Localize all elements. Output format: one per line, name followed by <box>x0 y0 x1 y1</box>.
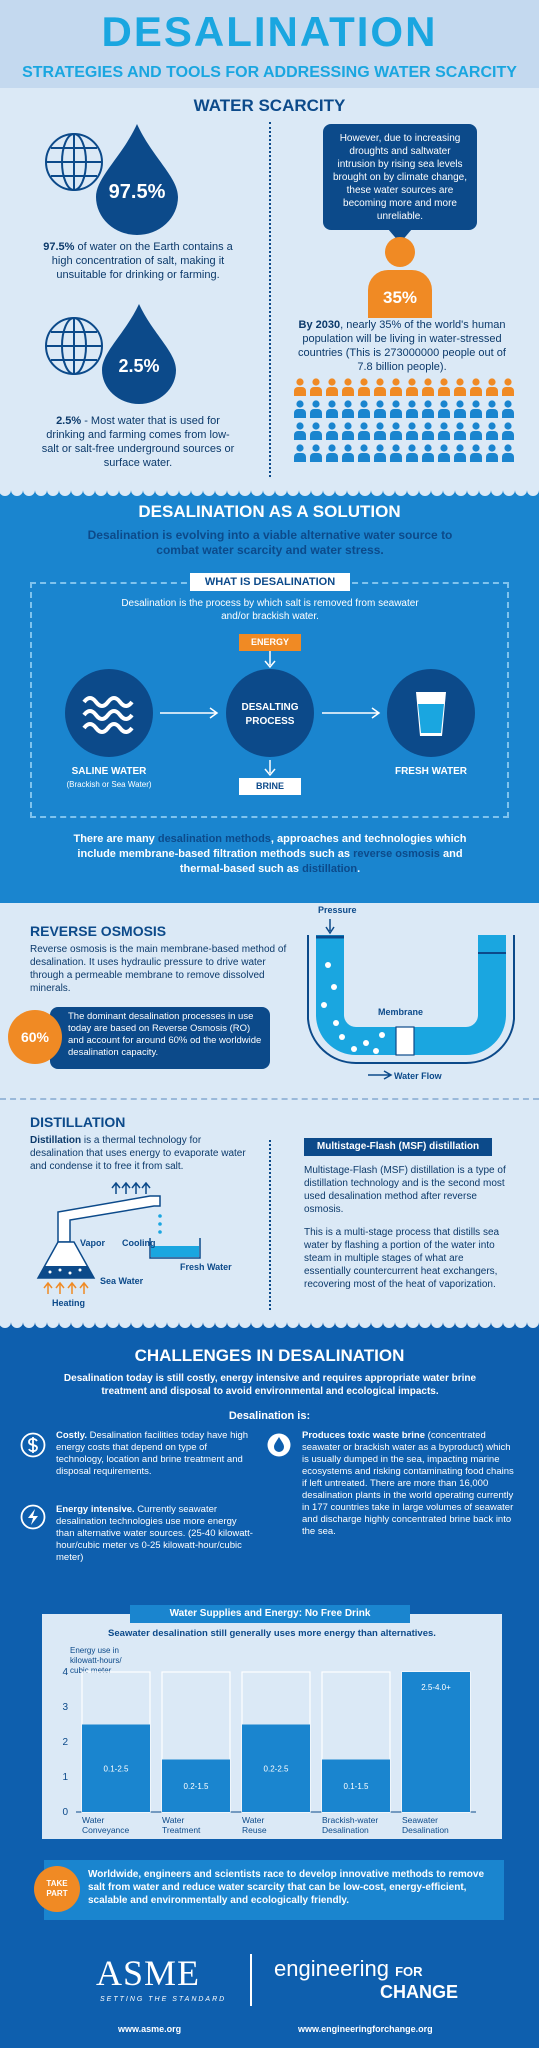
energy-bold: Energy intensive. <box>56 1504 135 1515</box>
y-tick-label: 2 <box>62 1737 68 1748</box>
person-icon <box>438 400 450 418</box>
page-title: DESALINATION <box>101 8 438 55</box>
process-line2: PROCESS <box>245 716 295 727</box>
scarcity-heading: WATER SCARCITY <box>193 96 346 115</box>
person-icon <box>406 400 418 418</box>
solution-subheading: Desalination is evolving into a viable alternative water source to combat water scarcity and water stress. <box>87 528 453 557</box>
distillation-link[interactable]: distillation <box>302 863 358 875</box>
person-icon <box>390 422 402 440</box>
person-icon <box>326 378 338 396</box>
person-icon <box>422 400 434 418</box>
page-subtitle: STRATEGIES AND TOOLS FOR ADDRESSING WATER SCARCITY <box>22 64 517 81</box>
brine-bold: Produces toxic waste brine <box>302 1430 426 1441</box>
vapor-label: Vapor <box>80 1238 106 1248</box>
logo-divider <box>250 1954 252 2006</box>
lightning-icon <box>20 1504 46 1530</box>
energy-chart <box>42 1614 502 1839</box>
ro-text: Reverse osmosis is the main membrane-based method of desalination. It uses hydraulic pressure to drive water through a permeable membrane to remove dissolved minerals. <box>30 944 287 994</box>
asme-tagline: SETTING THE STANDARD <box>100 1996 227 2003</box>
methods-text <box>70 832 470 877</box>
person-icon <box>310 400 322 418</box>
person-icon <box>454 444 466 462</box>
person-icon <box>406 444 418 462</box>
heating-label: Heating <box>52 1298 86 1308</box>
bar-value-label: 0.2-2.5 <box>263 1764 289 1774</box>
person-icon <box>294 378 306 396</box>
msf-label: Multistage-Flash (MSF) distillation <box>304 1138 492 1156</box>
person-icon <box>374 378 386 396</box>
person-icon <box>294 422 306 440</box>
person-icon <box>470 400 482 418</box>
membrane-label: Membrane <box>378 1007 424 1017</box>
brine-text <box>302 1430 518 1538</box>
person-icon <box>326 444 338 462</box>
take-part-line1: TAKE <box>46 1879 68 1888</box>
drop2-text <box>38 414 238 470</box>
chart-subtitle: Seawater desalination still generally uses more energy than alternatives. <box>108 1628 436 1639</box>
person-icon <box>454 400 466 418</box>
y-tick-label: 1 <box>62 1772 68 1783</box>
process-label <box>225 701 315 729</box>
efc-change: CHANGE <box>380 1982 459 2002</box>
bar-value-label: 0.2-1.5 <box>183 1781 209 1791</box>
water-scarcity-section <box>0 88 539 488</box>
take-part-line2: PART <box>46 1889 68 1898</box>
person-icon <box>406 422 418 440</box>
person-icon <box>502 444 514 462</box>
reverse-osmosis-section <box>0 903 539 1098</box>
saline-sublabel: (Brackish or Sea Water) <box>66 780 152 789</box>
person-icon <box>342 422 354 440</box>
cooling-label: Cooling <box>122 1238 156 1248</box>
drop1-text <box>38 240 238 282</box>
challenges-heading: CHALLENGES IN DESALINATION <box>134 1346 405 1365</box>
globe-icon <box>42 314 106 378</box>
person-icon <box>486 400 498 418</box>
msf-text-2: This is a multi-stage process that distills sea water by flashing a portion of the water into steam in multiple stages of what are essentially countercurrent heat exchangers, recovering most of the heat of vaporization. <box>304 1227 500 1290</box>
person-icon <box>470 422 482 440</box>
bar-value-label: 2.5-4.0+ <box>421 1683 451 1692</box>
person-icon <box>454 422 466 440</box>
distillation-body: is a thermal technology for desalination that uses energy to evaporate water and condense it to free it from salt. <box>30 1135 246 1172</box>
chart-title: Water Supplies and Energy: No Free Drink <box>130 1605 410 1623</box>
asme-logo: ASME <box>96 1953 201 1993</box>
bar-value-label: 0.1-1.5 <box>343 1781 369 1791</box>
y-tick-label: 0 <box>62 1807 68 1818</box>
methods-t1: There are many <box>73 833 158 845</box>
category-label: Water Reuse <box>242 1815 267 1835</box>
energy-label: ENERGY <box>239 634 301 651</box>
efc-url-link[interactable]: www.engineeringforchange.org <box>298 2024 433 2034</box>
person-icon <box>454 378 466 396</box>
ro-badge-text: The dominant desalination processes in use today are based on Reverse Osmosis (RO) and account for around 60% od the worldwide desalination capacity. <box>68 1011 262 1058</box>
person-icon <box>470 444 482 462</box>
person-icon <box>310 378 322 396</box>
arrow-down-icon <box>264 760 276 778</box>
person-icon <box>422 444 434 462</box>
person-icon <box>358 444 370 462</box>
desalination-methods-link[interactable]: desalination methods <box>157 833 271 845</box>
person-icon <box>470 378 482 396</box>
distillation-bold: Distillation <box>30 1135 82 1146</box>
drop2-bold: 2.5% <box>56 415 82 427</box>
person-icon <box>486 378 498 396</box>
distillation-section <box>0 1098 539 1320</box>
person-icon <box>358 400 370 418</box>
challenges-section <box>0 1320 539 2048</box>
drop2-value: 2.5% <box>118 356 160 376</box>
header <box>0 0 539 88</box>
category-label: Brackish-water Desalination <box>322 1815 379 1835</box>
person-icon <box>390 378 402 396</box>
scallop-edge <box>0 1320 539 1334</box>
chart-ylabel: Energy use in kilowatt-hours/ cubic meter <box>70 1646 122 1675</box>
take-part-badge <box>34 1866 80 1912</box>
water-drop-icon <box>92 122 182 237</box>
water-drop-icon <box>98 302 180 406</box>
bar <box>402 1672 470 1812</box>
brine-label: BRINE <box>239 778 301 795</box>
drop2-body: - Most water that is used for drinking and farming comes from low-salt or salt-free underground sources or surface water. <box>41 415 235 469</box>
pressure-label: Pressure <box>318 905 357 915</box>
y-tick-label: 4 <box>62 1667 68 1678</box>
person-icon <box>342 378 354 396</box>
efc-word1: engineering <box>274 1956 389 1981</box>
person-icon <box>294 444 306 462</box>
category-label: Water Treatment <box>162 1815 201 1835</box>
person-icon <box>358 422 370 440</box>
asme-url-link[interactable]: www.asme.org <box>118 2024 182 2034</box>
scallop-edge <box>0 488 539 502</box>
bubble-text: However, due to increasing droughts and saltwater intrusion by rising sea levels brought on by climate change, these water sources are becoming more and more unreliable. <box>333 133 467 222</box>
challenges-intro: Desalination today is still costly, energy intensive and requires appropriate water brine treatment and disposal to avoid environmental and ecological impacts. <box>63 1373 477 1397</box>
divider <box>269 1140 271 1310</box>
distillation-heading: DISTILLATION <box>30 1114 126 1130</box>
person-icon <box>390 444 402 462</box>
methods-t2: , approaches and technologies which include membrane-based filtration methods such as <box>77 833 467 860</box>
drop1-value: 97.5% <box>108 181 166 203</box>
person-icon <box>374 400 386 418</box>
person-icon <box>342 444 354 462</box>
person-icon <box>422 422 434 440</box>
methods-t4: . <box>357 863 361 875</box>
person-icon <box>310 444 322 462</box>
reverse-osmosis-link[interactable]: reverse osmosis <box>353 848 440 860</box>
person-icon <box>438 422 450 440</box>
costly-text <box>56 1430 256 1478</box>
person-icon <box>502 378 514 396</box>
what-label: WHAT IS DESALINATION <box>190 573 350 591</box>
drop1-bold: 97.5% <box>43 241 75 253</box>
person-icon <box>310 422 322 440</box>
person-icon <box>358 378 370 396</box>
process-line1: DESALTING <box>241 702 299 713</box>
dollar-icon <box>20 1432 46 1458</box>
pop-body: , nearly 35% of the world's human population will be living in water-stressed countries (This is 273000000 people out of 7.8 billion people). <box>298 319 506 373</box>
fresh-label: FRESH WATER <box>394 766 468 777</box>
person-icon <box>502 422 514 440</box>
methods-t3: and thermal-based such as <box>179 848 463 875</box>
person-icon <box>502 400 514 418</box>
msf-text-1: Multistage-Flash (MSF) distillation is a type of distillation technology and is the second most used desalination method after reverse osmosis. <box>304 1165 506 1215</box>
take-part-text: Worldwide, engineers and scientists race to develop innovative methods to remove salt from water and reduce water scarcity that can be low-cost, energy-efficient, scalable and environmentally and ecologically friendly. <box>88 1869 485 1906</box>
category-label: Water Conveyance <box>82 1815 130 1835</box>
ro-badge-value: 60% <box>8 1010 62 1064</box>
saline-water-icon <box>64 668 154 758</box>
arrow-right-icon <box>160 706 220 720</box>
ro-heading: REVERSE OSMOSIS <box>30 923 167 939</box>
person-icon <box>422 378 434 396</box>
waste-drop-icon <box>266 1432 292 1458</box>
person-icon <box>486 444 498 462</box>
person-icon <box>342 400 354 418</box>
divider <box>269 122 271 477</box>
saline-label: SALINE WATER <box>71 766 147 777</box>
pop-bold: By 2030 <box>298 319 341 331</box>
energy-text <box>56 1504 256 1564</box>
person-icon <box>374 444 386 462</box>
arrow-right-icon <box>322 706 382 720</box>
fresh-water-glass-icon <box>386 668 476 758</box>
person-icon <box>486 422 498 440</box>
energy-body: Currently seawater desalination technologies use more energy than alternative water sources. (25-40 kilowatt-hour/cubic meter vs 0-25 kilowatt-hour/cubic meter) <box>56 1504 253 1563</box>
efc-logo <box>274 1956 423 1982</box>
y-tick-label: 3 <box>62 1702 68 1713</box>
brine-body: (concentrated seawater or brackish water as a byproduct) which is usually dumped in the sea, impacting marine ecosystems and risking contaminating food chains if left untreated. There are more than 16,000 desalination plants in the world operating currently in 177 countries take in large volumes of seawater and discharge highly concentrated brine back into the sea. <box>302 1430 514 1537</box>
sea-water-label: Sea Water <box>100 1276 144 1286</box>
people-grid <box>292 378 518 464</box>
person-value: 35% <box>382 288 418 307</box>
person-icon <box>294 400 306 418</box>
costly-bold: Costly. <box>56 1430 87 1441</box>
distillation-text <box>30 1134 250 1173</box>
is-label: Desalination is: <box>228 1410 311 1422</box>
drop1-body: of water on the Earth contains a high concentration of salt, making it unsuitable for drinking or farming. <box>51 241 233 281</box>
person-icon <box>438 444 450 462</box>
ro-u-tube-diagram <box>306 915 516 1087</box>
person-icon <box>438 378 450 396</box>
person-icon <box>374 422 386 440</box>
solution-section <box>0 488 539 903</box>
fresh-water-label: Fresh Water <box>180 1262 232 1272</box>
person-icon <box>326 400 338 418</box>
water-flow-label: Water Flow <box>394 1071 442 1081</box>
bar-value-label: 0.1-2.5 <box>103 1764 129 1774</box>
costly-body: Desalination facilities today have high energy costs that depend on type of technology, location and brine treatment and disposal requirements. <box>56 1430 249 1477</box>
person-icon <box>390 400 402 418</box>
population-text <box>296 318 508 374</box>
person-icon <box>326 422 338 440</box>
person-icon <box>406 378 418 396</box>
solution-heading: DESALINATION AS A SOLUTION <box>138 502 401 521</box>
category-label: Seawater Desalination <box>402 1815 449 1835</box>
what-text: Desalination is the process by which salt is removed from seawater and/or brackish water. <box>121 598 419 622</box>
efc-word2: FOR <box>395 1964 423 1979</box>
